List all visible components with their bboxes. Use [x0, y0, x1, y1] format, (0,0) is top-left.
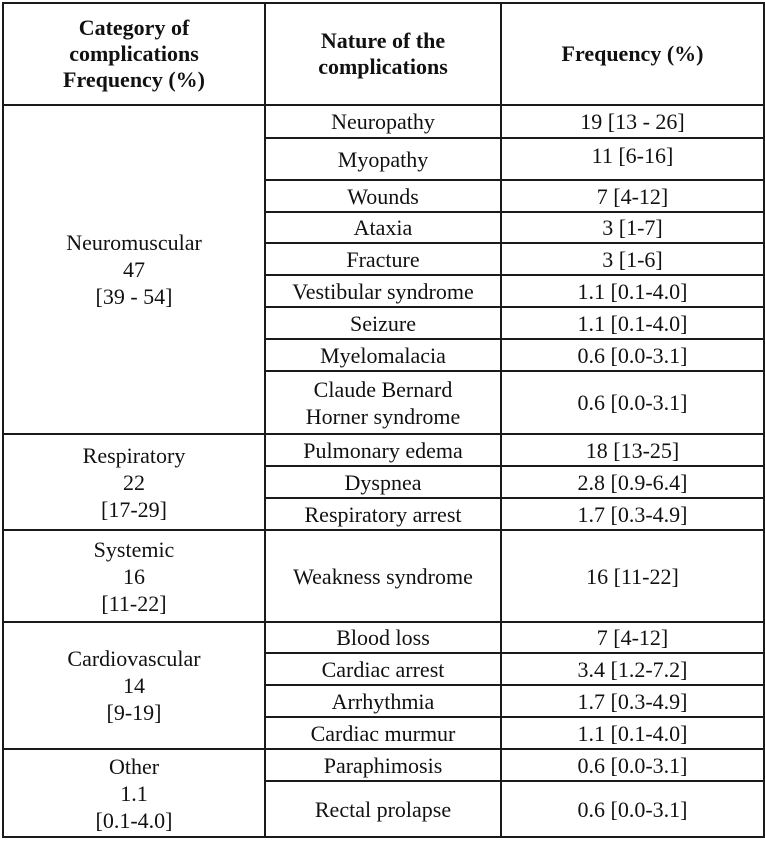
category-other [3, 749, 265, 837]
nature-cell: Weakness syndrome [265, 530, 501, 622]
frequency-cell: 0.6 [0.0-3.1] [501, 749, 764, 781]
complications-table [2, 2, 765, 838]
frequency-cell: 7 [4-12] [501, 180, 764, 212]
nature-cell: Vestibular syndrome [265, 275, 501, 307]
frequency-cell: 0.6 [0.0-3.1] [501, 781, 764, 837]
category-frequency: 47 [123, 257, 145, 282]
nature-cell: Arrhythmia [265, 685, 501, 717]
frequency-cell: 3.4 [1.2-7.2] [501, 653, 764, 685]
category-frequency: 22 [123, 469, 145, 495]
frequency-cell: 1.1 [0.1-4.0] [501, 717, 764, 749]
frequency-cell: 0.6 [0.0-3.1] [501, 339, 764, 371]
header-category-line-2: complications [69, 41, 199, 66]
nature-cell: Rectal prolapse [265, 781, 501, 837]
nature-cell: Dyspnea [265, 466, 501, 498]
frequency-cell: 18 [13-25] [501, 434, 764, 466]
header-category [3, 3, 265, 105]
frequency-cell: 16 [11-22] [501, 530, 764, 622]
frequency-cell: 19 [13 - 26] [501, 105, 764, 138]
header-category-line-3: Frequency (%) [63, 67, 205, 92]
frequency-cell: 1.7 [0.3-4.9] [501, 685, 764, 717]
table-body [3, 105, 764, 837]
nature-cell: Myelomalacia [265, 339, 501, 371]
nature-cell: Cardiac murmur [265, 717, 501, 749]
category-respiratory [3, 434, 265, 530]
nature-cell: Blood loss [265, 622, 501, 653]
table-header [3, 3, 764, 105]
frequency-cell: 11 [6-16] [501, 138, 764, 180]
nature-cell: Ataxia [265, 212, 501, 243]
nature-cell: Cardiac arrest [265, 653, 501, 685]
header-category-line-1: Category of [78, 15, 190, 40]
nature-cell: Myopathy [265, 138, 501, 180]
frequency-cell: 0.6 [0.0-3.1] [501, 371, 764, 434]
table-row [3, 105, 764, 138]
category-neuromuscular [3, 105, 265, 434]
table-row [3, 749, 764, 781]
nature-cell: Wounds [265, 180, 501, 212]
category-cardiovascular [3, 622, 265, 749]
frequency-cell: 1.1 [0.1-4.0] [501, 275, 764, 307]
frequency-cell: 1.7 [0.3-4.9] [501, 498, 764, 530]
category-ci: [11-22] [101, 590, 167, 616]
category-name: Respiratory [82, 442, 186, 468]
header-nature [265, 3, 501, 105]
category-ci: [17-29] [101, 496, 167, 522]
nature-cell: Respiratory arrest [265, 498, 501, 530]
header-nature-line-2: complications [318, 54, 448, 79]
nature-cell: Pulmonary edema [265, 434, 501, 466]
frequency-cell: 3 [1-7] [501, 212, 764, 243]
nature-cell: Paraphimosis [265, 749, 501, 781]
category-name: Systemic [93, 536, 175, 562]
category-name: Neuromuscular [66, 230, 202, 255]
category-frequency: 16 [123, 563, 145, 589]
category-frequency: 1.1 [120, 780, 148, 806]
frequency-cell: 1.1 [0.1-4.0] [501, 307, 764, 339]
table-row [3, 434, 764, 466]
table-row [3, 622, 764, 653]
category-ci: [39 - 54] [95, 284, 173, 309]
frequency-cell: 7 [4-12] [501, 622, 764, 653]
category-ci: [9-19] [106, 700, 162, 725]
header-nature-line-1: Nature of the [320, 28, 446, 53]
category-frequency: 14 [123, 673, 145, 698]
header-row [3, 3, 764, 105]
table-row [3, 530, 764, 622]
nature-cell: Fracture [265, 243, 501, 275]
frequency-cell: 3 [1-6] [501, 243, 764, 275]
category-name: Cardiovascular [67, 646, 201, 671]
category-name: Other [108, 753, 160, 779]
frequency-cell: 2.8 [0.9-6.4] [501, 466, 764, 498]
category-systemic [3, 530, 265, 622]
nature-cell: Neuropathy [265, 105, 501, 138]
category-ci: [0.1-4.0] [95, 807, 173, 833]
nature-line-1: Claude Bernard [313, 376, 453, 402]
header-frequency: Frequency (%) [501, 3, 764, 105]
nature-line-2: Horner syndrome [305, 403, 461, 429]
nature-cell [265, 371, 501, 434]
nature-cell: Seizure [265, 307, 501, 339]
